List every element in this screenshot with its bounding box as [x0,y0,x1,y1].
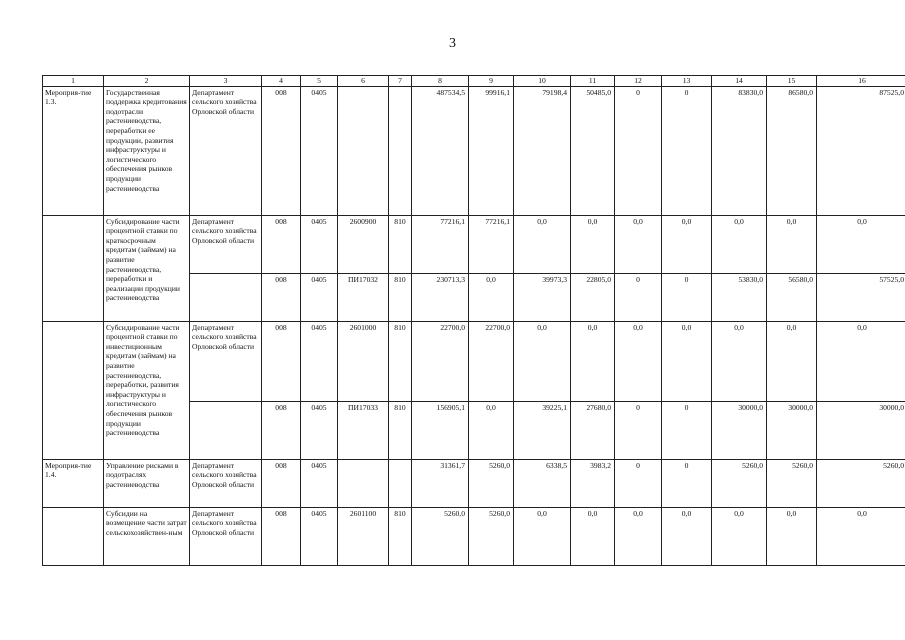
table-row [43,507,905,565]
table-cell: 0405 [301,321,338,401]
value-cell: 56580,0 [767,273,817,321]
table-cell: 008 [262,459,301,507]
value-cell: 5260,0 [469,459,514,507]
value-cell: 0,0 [712,215,767,273]
description-cell: Управление рисками в подотраслях растениеводства [104,459,190,507]
department-cell: Департамент сельского хозяйства Орловской области [190,507,262,565]
value-cell: 0 [615,86,662,215]
value-cell: 0,0 [767,507,817,565]
value-cell: 0 [662,273,712,321]
value-cell: 0,0 [615,321,662,401]
table-row [43,321,905,401]
value-cell: 0,0 [662,507,712,565]
header-cell: 2 [104,76,190,87]
table-cell [338,459,389,507]
value-cell: 0,0 [712,507,767,565]
value-cell: 77216,1 [412,215,469,273]
value-cell: 156905,1 [412,401,469,459]
value-cell: 27680,0 [571,401,615,459]
header-cell: 14 [712,76,767,87]
value-cell: 57525,0 [817,273,905,321]
header-cell: 13 [662,76,712,87]
header-cell: 5 [301,76,338,87]
event-code-cell [43,215,104,321]
value-cell: 0,0 [469,401,514,459]
department-cell [190,273,262,321]
table-cell: 810 [389,273,412,321]
table-cell: 008 [262,507,301,565]
table-cell [338,86,389,215]
value-cell: 86580,0 [767,86,817,215]
value-cell: 3983,2 [571,459,615,507]
value-cell: 0,0 [817,215,905,273]
value-cell: 0 [662,86,712,215]
table-cell: 008 [262,273,301,321]
value-cell: 0,0 [469,273,514,321]
value-cell: 0,0 [571,215,615,273]
table-row [43,215,905,273]
description-cell: Государственная поддержка кредитования подотрасли растениеводства, переработки ее продукции, развития инфраструктуры и логистического обеспечения рынков продукции растениеводства [104,86,190,215]
table-cell [389,459,412,507]
table-cell: 810 [389,321,412,401]
table-cell: 810 [389,401,412,459]
value-cell: 6338,5 [514,459,571,507]
table-cell: 0405 [301,507,338,565]
value-cell: 39225,1 [514,401,571,459]
header-row [43,76,905,87]
table-cell: 008 [262,401,301,459]
event-code-cell: Мероприя-тие 1.4. [43,459,104,507]
header-cell: 3 [190,76,262,87]
value-cell: 22700,0 [412,321,469,401]
header-cell: 11 [571,76,615,87]
value-cell: 0 [615,273,662,321]
table-cell: 0405 [301,215,338,273]
value-cell: 39973,3 [514,273,571,321]
value-cell: 0 [615,459,662,507]
value-cell: 0,0 [767,321,817,401]
table-cell: 2600900 [338,215,389,273]
value-cell: 5260,0 [712,459,767,507]
value-cell: 83830,0 [712,86,767,215]
value-cell: 5260,0 [469,507,514,565]
header-cell: 4 [262,76,301,87]
value-cell: 0,0 [615,215,662,273]
table-cell [389,86,412,215]
header-cell: 9 [469,76,514,87]
header-cell: 6 [338,76,389,87]
value-cell: 22700,0 [469,321,514,401]
value-cell: 79198,4 [514,86,571,215]
table-cell: 0405 [301,86,338,215]
value-cell: 53830,0 [712,273,767,321]
header-cell: 12 [615,76,662,87]
table-cell: 0405 [301,459,338,507]
value-cell: 0 [615,401,662,459]
value-cell: 0,0 [662,215,712,273]
header-cell: 16 [817,76,905,87]
table-cell: ПИ17033 [338,401,389,459]
value-cell: 0,0 [712,321,767,401]
table-row [43,459,905,507]
table-cell: 0405 [301,273,338,321]
value-cell: 0,0 [514,215,571,273]
description-cell: Субсидирование части процентной ставки по инвестиционным кредитам (займам) на развитие растениеводства, переработки, развития инфраструктуры и логистического обеспечения рынков продукции растениеводства [104,321,190,459]
value-cell: 0,0 [571,507,615,565]
table-cell: 810 [389,215,412,273]
value-cell: 99916,1 [469,86,514,215]
value-cell: 30000,0 [817,401,905,459]
value-cell: 5260,0 [412,507,469,565]
department-cell: Департамент сельского хозяйства Орловской области [190,215,262,273]
value-cell: 22805,0 [571,273,615,321]
value-cell: 87525,0 [817,86,905,215]
value-cell: 30000,0 [767,401,817,459]
value-cell: 5260,0 [767,459,817,507]
value-cell: 0,0 [514,507,571,565]
event-code-cell [43,507,104,565]
department-cell: Департамент сельского хозяйства Орловской области [190,321,262,401]
table-cell: ПИ17032 [338,273,389,321]
header-cell: 15 [767,76,817,87]
table-cell: 2601100 [338,507,389,565]
value-cell: 0,0 [571,321,615,401]
value-cell: 487534,5 [412,86,469,215]
header-cell: 10 [514,76,571,87]
value-cell: 31361,7 [412,459,469,507]
value-cell: 0,0 [817,321,905,401]
table-cell: 2601000 [338,321,389,401]
value-cell: 0,0 [767,215,817,273]
event-code-cell [43,321,104,459]
table-cell: 810 [389,507,412,565]
event-code-cell: Мероприя-тие 1.3. [43,86,104,215]
value-cell: 50485,0 [571,86,615,215]
value-cell: 77216,1 [469,215,514,273]
value-cell: 0,0 [615,507,662,565]
page-number: 3 [449,36,456,51]
department-cell: Департамент сельского хозяйства Орловской области [190,459,262,507]
value-cell: 30000,0 [712,401,767,459]
value-cell: 5260,0 [817,459,905,507]
table-row [43,86,905,215]
description-cell: Субсидии на возмещение части затрат сельскохозяйствен-ным [104,507,190,565]
table-cell: 008 [262,215,301,273]
header-cell: 8 [412,76,469,87]
table-cell: 008 [262,86,301,215]
budget-table [42,75,905,566]
header-cell: 7 [389,76,412,87]
value-cell: 0,0 [514,321,571,401]
value-cell: 0 [662,459,712,507]
value-cell: 0,0 [817,507,905,565]
department-cell [190,401,262,459]
table-cell: 0405 [301,401,338,459]
value-cell: 230713,3 [412,273,469,321]
table-cell: 008 [262,321,301,401]
description-cell: Субсидирование части процентной ставки по краткосрочным кредитам (займам) на развитие растениеводства, переработки и реализации продукции растениеводства [104,215,190,321]
value-cell: 0,0 [662,321,712,401]
value-cell: 0 [662,401,712,459]
department-cell: Департамент сельского хозяйства Орловской области [190,86,262,215]
header-cell: 1 [43,76,104,87]
